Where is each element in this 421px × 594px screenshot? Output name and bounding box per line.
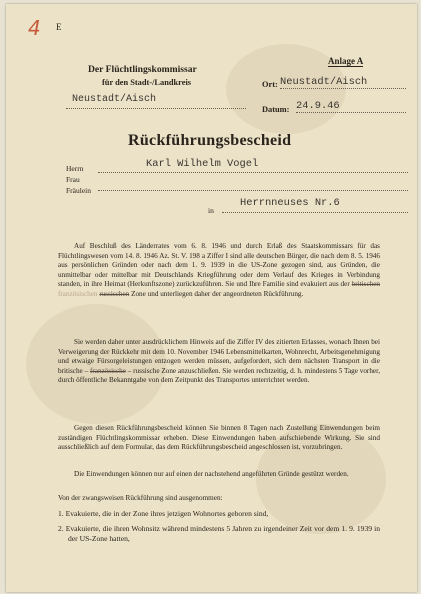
anlage-label: Anlage A (328, 56, 364, 66)
paragraph-5: Von der zwangsweisen Rückführung sind ausgenommen: (58, 494, 223, 502)
datum-label: Datum: (262, 105, 290, 114)
paragraph-1: Auf Beschluß des Länderrates vom 6. 8. 1946 und durch Erlaß des Staatskommissars für das Flüchtlingswesen vom 14. 8. 1946 Az. St. V. 198 a Ziffer I sind alle deutschen Bürger, die nach dem 8. 5. 1946 aus persönlichen Gründen oder nach dem 1. 9. 1939 in die US-Zone gezogen sind, aus Gründen, die unmittelbar oder mittelbar mit Deutschlands Kriegführung oder dem Verlauf des Krieges in Verbindung standen, in ihre Heimat (Herkunftszone) zurückzuführen. Sie und Ihre Familie sind evakuiert aus der britischen französischen russischen Zone und unterliegen daher der angeordneten Rückführung. (58, 242, 381, 298)
issuer-line1: Der Flüchtlingskommissar (88, 64, 197, 75)
ort-value: Neustadt/Aisch (280, 76, 406, 89)
salutation-herrn: Herrn (66, 164, 84, 173)
document-page (6, 4, 417, 592)
recipient-name: Karl Wilhelm Vogel (146, 158, 259, 170)
paragraph-3: Gegen diesen Rückführungsbescheid können Sie binnen 8 Tagen nach Zustellung Einwendungen beim zuständigen Flüchtlingskommissar erheben. Diese Einwendungen haben aufschiebende Wirkung. Sie sind ausschließlich auf dem Formular, das dem Rückführungsbescheid angeschlossen ist, vorzubringen. (58, 424, 380, 452)
exemption-item-2: 2. Evakuierte, die ihren Wohnsitz während mindestens 5 Jahren zu irgendeiner Zeit vor dem 1. 9. 1939 in der US-Zone hatten, (58, 524, 380, 543)
ort-label: Ort: (262, 80, 278, 89)
recipient-address: Herrnneuses Nr.6 (240, 197, 340, 209)
issuer-city: Neustadt/Aisch (72, 94, 157, 105)
issuer-line2: für den Stadt-/Landkreis (102, 78, 192, 87)
name-line (98, 172, 408, 173)
document-title: Rückführungsbescheid (128, 132, 292, 149)
paragraph-4: Die Einwendungen können nur auf einen der nachstehend angeführten Gründe gestützt werden. (74, 470, 349, 478)
exemption-item-1: 1. Evakuierte, die in der Zone ihres jetzigen Wohnortes geboren sind, (58, 509, 269, 518)
salutation-frau: Frau (66, 175, 80, 184)
handwritten-number: 4 (28, 16, 41, 40)
paragraph-2: Sie werden daher unter ausdrücklichem Hinweis auf die Ziffer IV des zitierten Erlasses, wonach Ihnen bei Verweigerung der Rückkehr mit dem 10. November 1946 Lebensmittelkarten, Wohnrecht, Arbeitsgenehmigung und etwaige Fürsorgeleistungen entzogen werden müssen, aufgefordert, sich dem nächsten Transport in die britische – französische – russische Zone anzuschließen. Sie werden rechtzeitig, d. h. mindestens 5 Tage vorher, durch öffentliche Bekanntgabe von dem Zeitpunkt des Transportes unterrichtet werden. (58, 338, 381, 385)
name-line-2 (98, 190, 408, 191)
strike-british: britischen (351, 280, 381, 289)
datum-value: 24.9.46 (296, 100, 406, 113)
corner-letter: E (56, 22, 62, 32)
in-label: in (208, 206, 214, 215)
salutation-fraeulein: Fräulein (66, 186, 91, 195)
address-line (222, 212, 408, 213)
strike-french: französische (90, 366, 126, 375)
issuer-divider (66, 108, 246, 109)
